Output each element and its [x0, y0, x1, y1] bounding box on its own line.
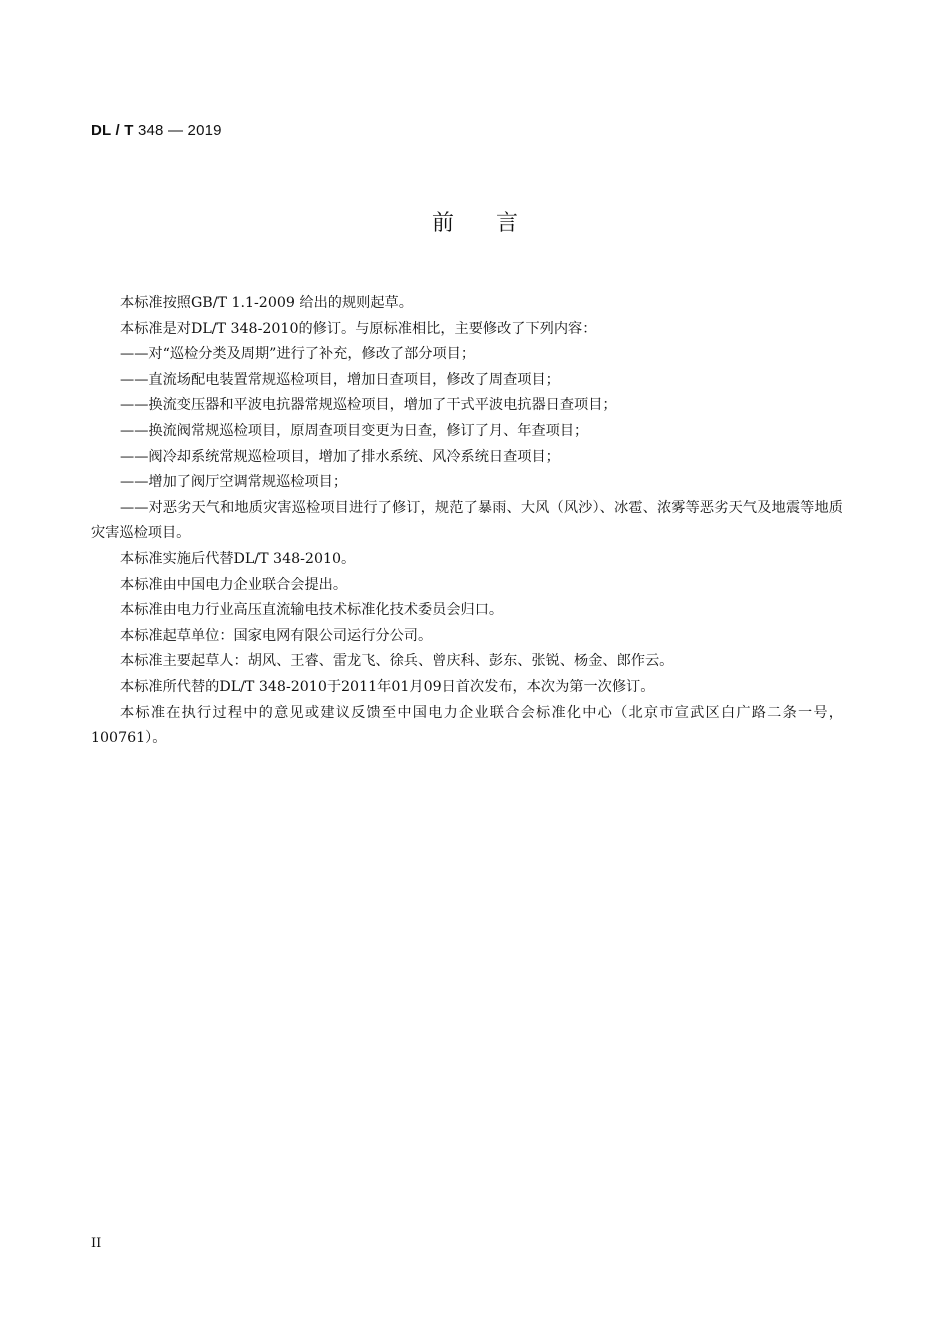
paragraph: 本标准起草单位：国家电网有限公司运行分公司。: [120, 627, 433, 644]
paragraph: 本标准所代替的DL/T 348-2010于2011年01月09日首次发布，本次为第一次修订。: [120, 678, 655, 695]
document-code: [91, 122, 222, 139]
list-item: ——阀冷却系统常规巡检项目，增加了排水系统、风冷系统日查项目；: [120, 448, 560, 465]
list-item: ——对“巡检分类及周期”进行了补充，修改了部分项目；: [120, 346, 476, 363]
paragraph: 本标准实施后代替DL/T 348-2010。: [120, 550, 356, 567]
paragraph: 本标准是对DL/T 348-2010的修订。与原标准相比，主要修改了下列内容：: [120, 320, 597, 337]
paragraph: 本标准按照GB/T 1.1-2009 给出的规则起草。: [120, 295, 413, 311]
page-title: 前言: [431, 211, 560, 236]
list-item: ——对恶劣天气和地质灾害巡检项目进行了修订，规范了暴雨、大风（风沙）、冰雹、浓雾等恶劣天气及地震等地质灾害巡检项目。: [91, 499, 843, 542]
document-code-number: 348 — 2019: [133, 122, 222, 139]
paragraph: 本标准主要起草人：胡风、王睿、雷龙飞、徐兵、曾庆科、彭东、张锐、杨金、郎作云。: [120, 653, 674, 670]
list-item: ——换流阀常规巡检项目，原周查项目变更为日查，修订了月、年查项目；: [120, 422, 589, 439]
page-number: II: [91, 1236, 102, 1251]
list-item: ——增加了阀厅空调常规巡检项目；: [120, 474, 348, 491]
paragraph: 本标准由电力行业高压直流输电技术标准化技术委员会归口。: [120, 602, 504, 619]
list-item: ——直流场配电装置常规巡检项目，增加日查项目，修改了周查项目；: [120, 371, 560, 388]
paragraph: 本标准在执行过程中的意见或建议反馈至中国电力企业联合会标准化中心（北京市宣武区白广路二条一号，100761）。: [91, 704, 843, 747]
foreword-body: [91, 291, 843, 752]
paragraph: 本标准由中国电力企业联合会提出。: [120, 576, 348, 593]
document-code-prefix: DL / T: [91, 122, 134, 139]
list-item: ——换流变压器和平波电抗器常规巡检项目，增加了干式平波电抗器日查项目；: [120, 397, 617, 414]
